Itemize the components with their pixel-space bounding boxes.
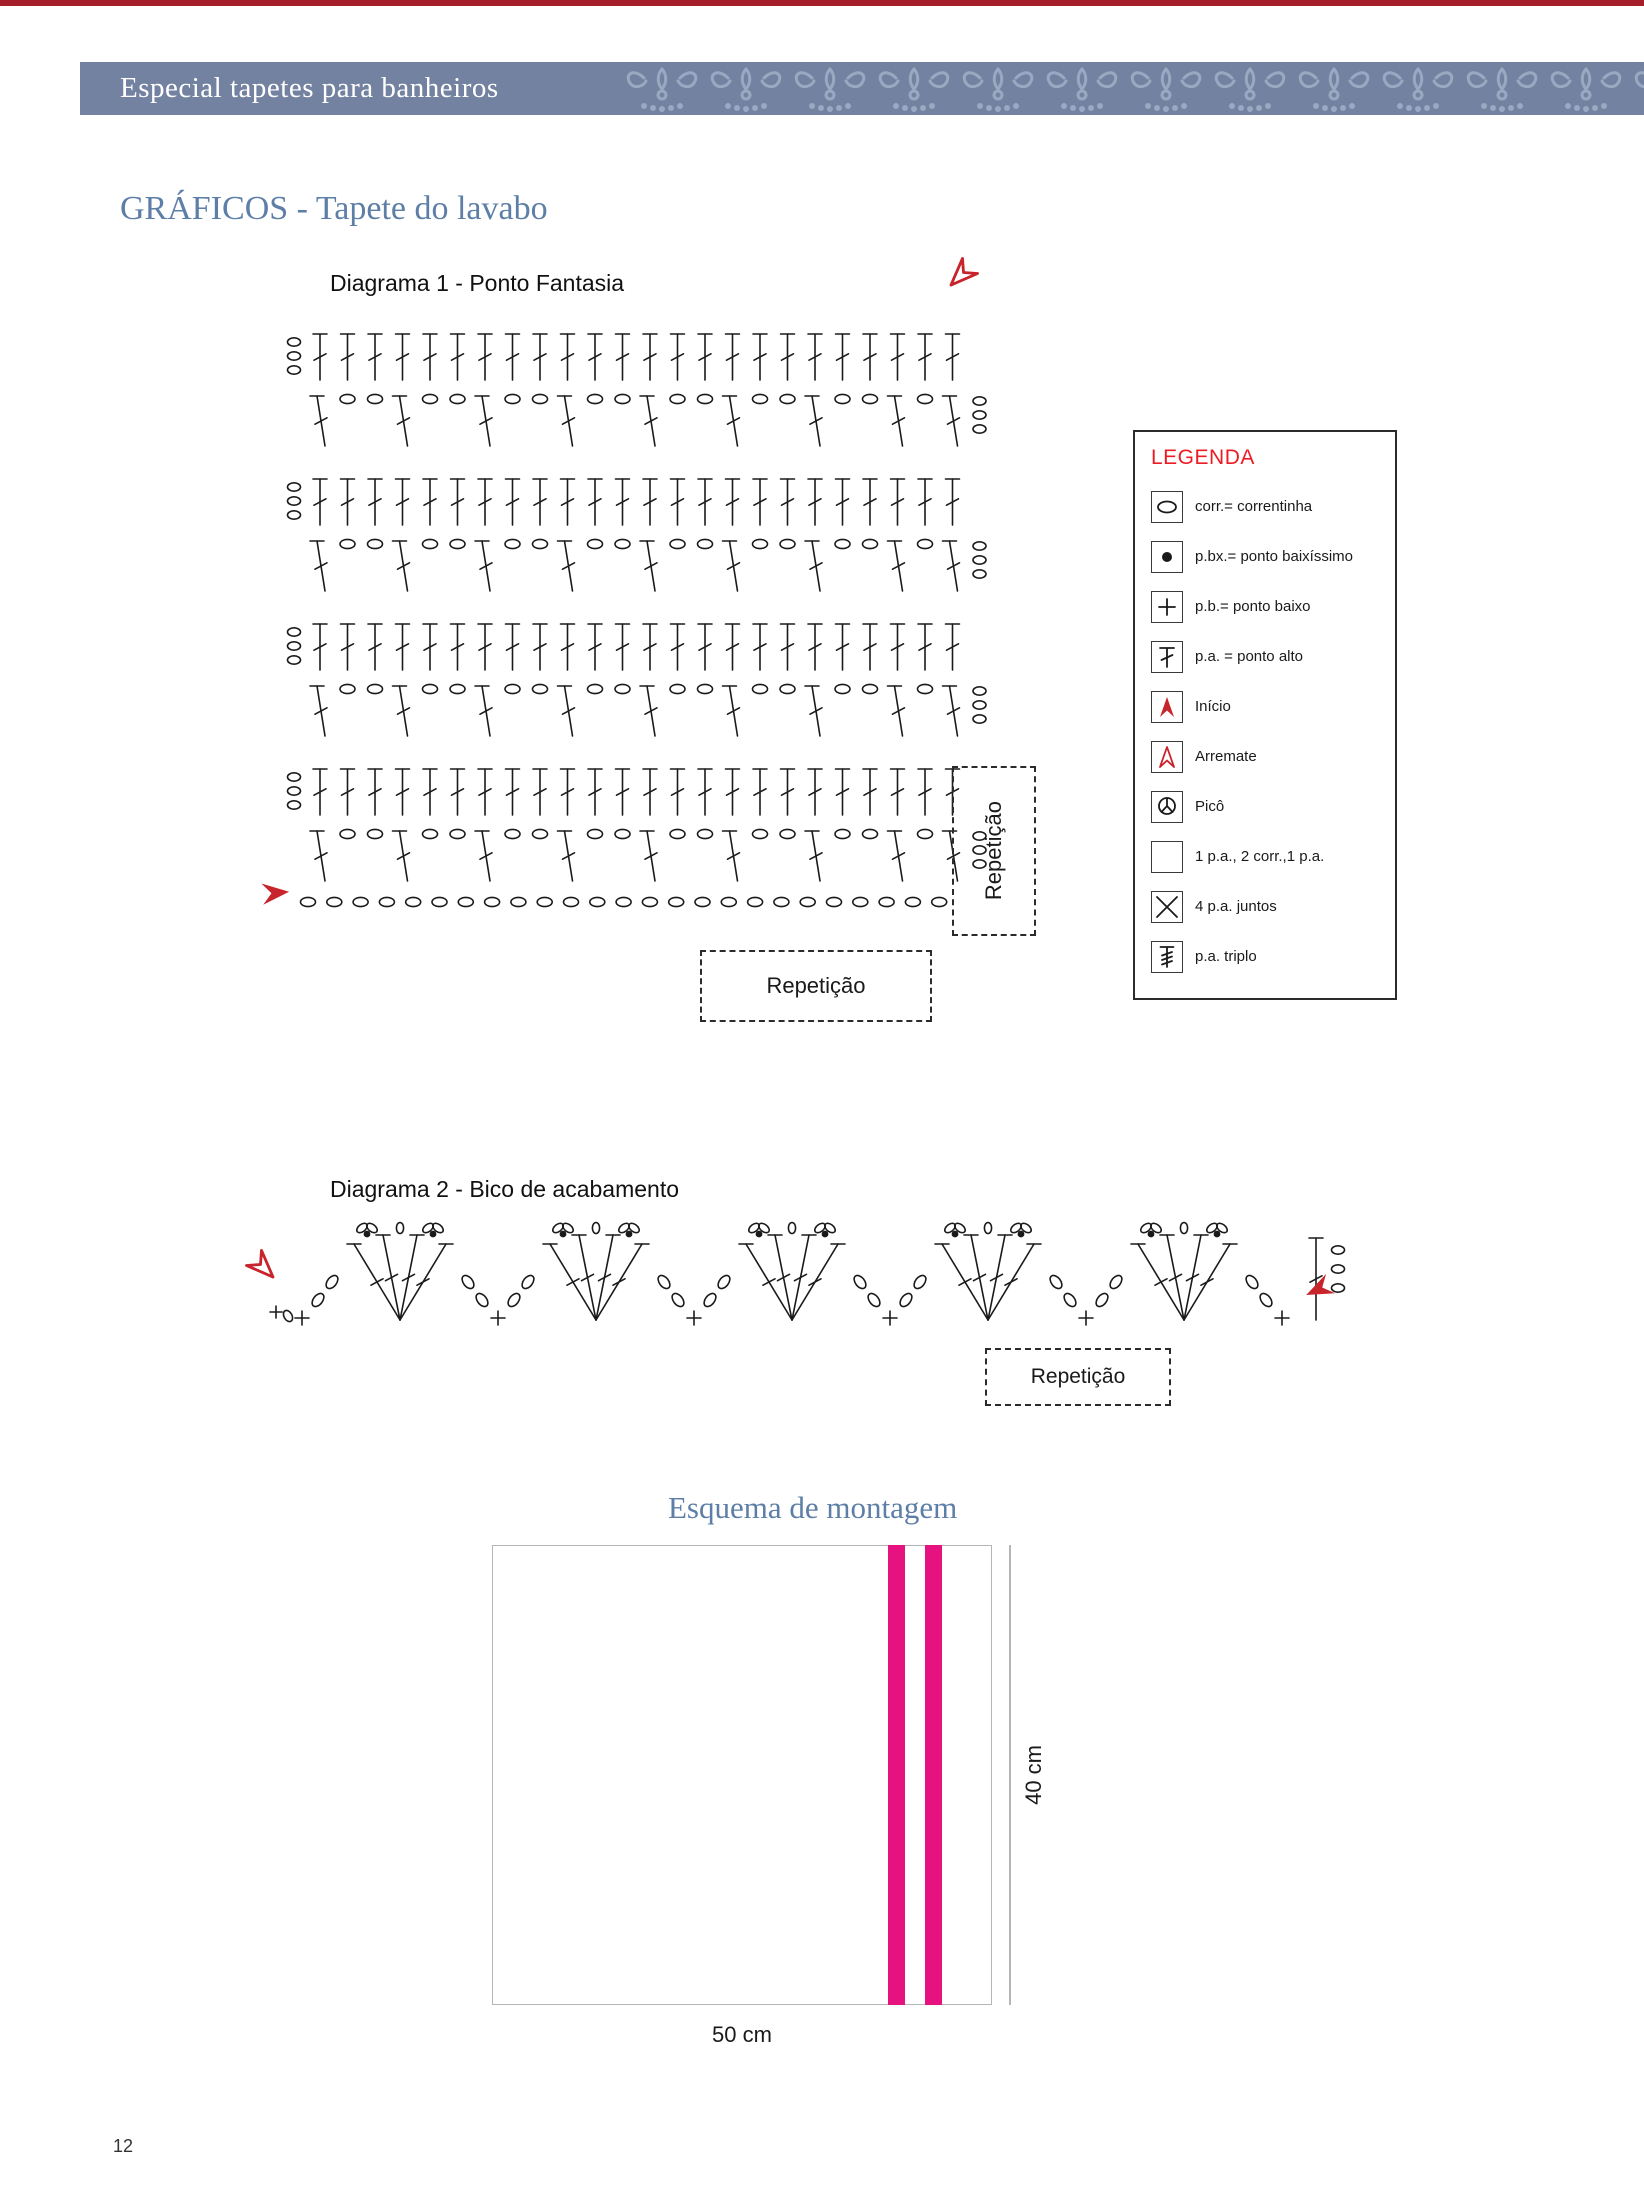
picot-icon xyxy=(1151,791,1183,823)
cluster-icon xyxy=(1151,891,1183,923)
repeat-label-vertical: Repetição xyxy=(981,801,1006,901)
assembly-rectangle xyxy=(492,1545,992,2005)
legend-item-start xyxy=(1151,682,1379,732)
top-accent-bar xyxy=(0,0,1644,6)
legend-item-label: 4 p.a. juntos xyxy=(1195,898,1277,916)
legend-item-label: p.bx.= ponto baixíssimo xyxy=(1195,548,1354,566)
legend-item-label: 1 p.a., 2 corr.,1 p.a. xyxy=(1195,848,1325,866)
v-stitch-icon xyxy=(1151,841,1183,873)
legend-item-label: p.a. triplo xyxy=(1195,948,1257,966)
legend-item-finish xyxy=(1151,732,1379,782)
ornament-svg xyxy=(620,62,1644,115)
slip-stitch-icon xyxy=(1151,541,1183,573)
legend-item-treble xyxy=(1151,932,1379,982)
assembly-title: Esquema de montagem xyxy=(668,1490,958,1525)
width-dimension-label: 50 cm xyxy=(712,2022,772,2047)
legend-item-label: p.b.= ponto baixo xyxy=(1195,598,1311,616)
diagram2-label: Diagrama 2 - Bico de acabamento xyxy=(330,1176,680,1202)
diagram1-label: Diagrama 1 - Ponto Fantasia xyxy=(330,270,625,296)
start-arrow-icon xyxy=(257,875,294,912)
repeat-box-horizontal xyxy=(700,950,932,1022)
assembly-stripe xyxy=(925,1545,942,2005)
diagram2-svg xyxy=(258,1218,1358,1348)
height-value: 40 cm xyxy=(1021,1745,1046,1805)
height-dimension-line xyxy=(1009,1545,1011,2005)
legend-item-double-crochet xyxy=(1151,632,1379,682)
legend-item-label: Início xyxy=(1195,698,1231,716)
legend-item-single-crochet xyxy=(1151,582,1379,632)
chain-icon xyxy=(1151,491,1183,523)
legend-item-cluster xyxy=(1151,882,1379,932)
diagram1-svg xyxy=(262,312,1002,962)
height-dimension-label xyxy=(1016,1545,1052,2005)
repeat-label-horizontal: Repetição xyxy=(766,973,866,998)
legend-item-label: Arremate xyxy=(1195,748,1257,766)
legend-item-v-stitch xyxy=(1151,832,1379,882)
legend-item-slip-stitch xyxy=(1151,532,1379,582)
diagram2-chart xyxy=(258,1218,1358,1348)
double-crochet-icon xyxy=(1151,641,1183,673)
page-number: 12 xyxy=(113,2136,134,2156)
treble-icon xyxy=(1151,941,1183,973)
finish-arrow-icon xyxy=(937,251,985,299)
start-arrow-icon xyxy=(1151,691,1183,723)
legend-item-label: p.a. = ponto alto xyxy=(1195,648,1304,666)
section-title: GRÁFICOS - Tapete do lavabo xyxy=(120,190,548,227)
legend-panel xyxy=(1133,430,1397,1000)
page-header-band xyxy=(80,62,1644,115)
repeat-box-diagram2 xyxy=(985,1348,1171,1406)
repeat-label-diagram2: Repetição xyxy=(1030,1365,1126,1388)
single-crochet-icon xyxy=(1151,591,1183,623)
finish-arrow-icon xyxy=(1151,741,1183,773)
legend-item-chain xyxy=(1151,482,1379,532)
assembly-stripe xyxy=(888,1545,905,2005)
legend-title: LEGENDA xyxy=(1151,446,1255,469)
header-title: Especial tapetes para banheiros xyxy=(120,72,499,104)
legend-item-picot xyxy=(1151,782,1379,832)
ornament-pattern xyxy=(620,62,1644,115)
diagram1-chart xyxy=(262,312,1002,962)
legend-item-label: Picô xyxy=(1195,798,1225,816)
repeat-box-vertical xyxy=(952,766,1036,936)
legend-item-label: corr.= correntinha xyxy=(1195,498,1313,516)
